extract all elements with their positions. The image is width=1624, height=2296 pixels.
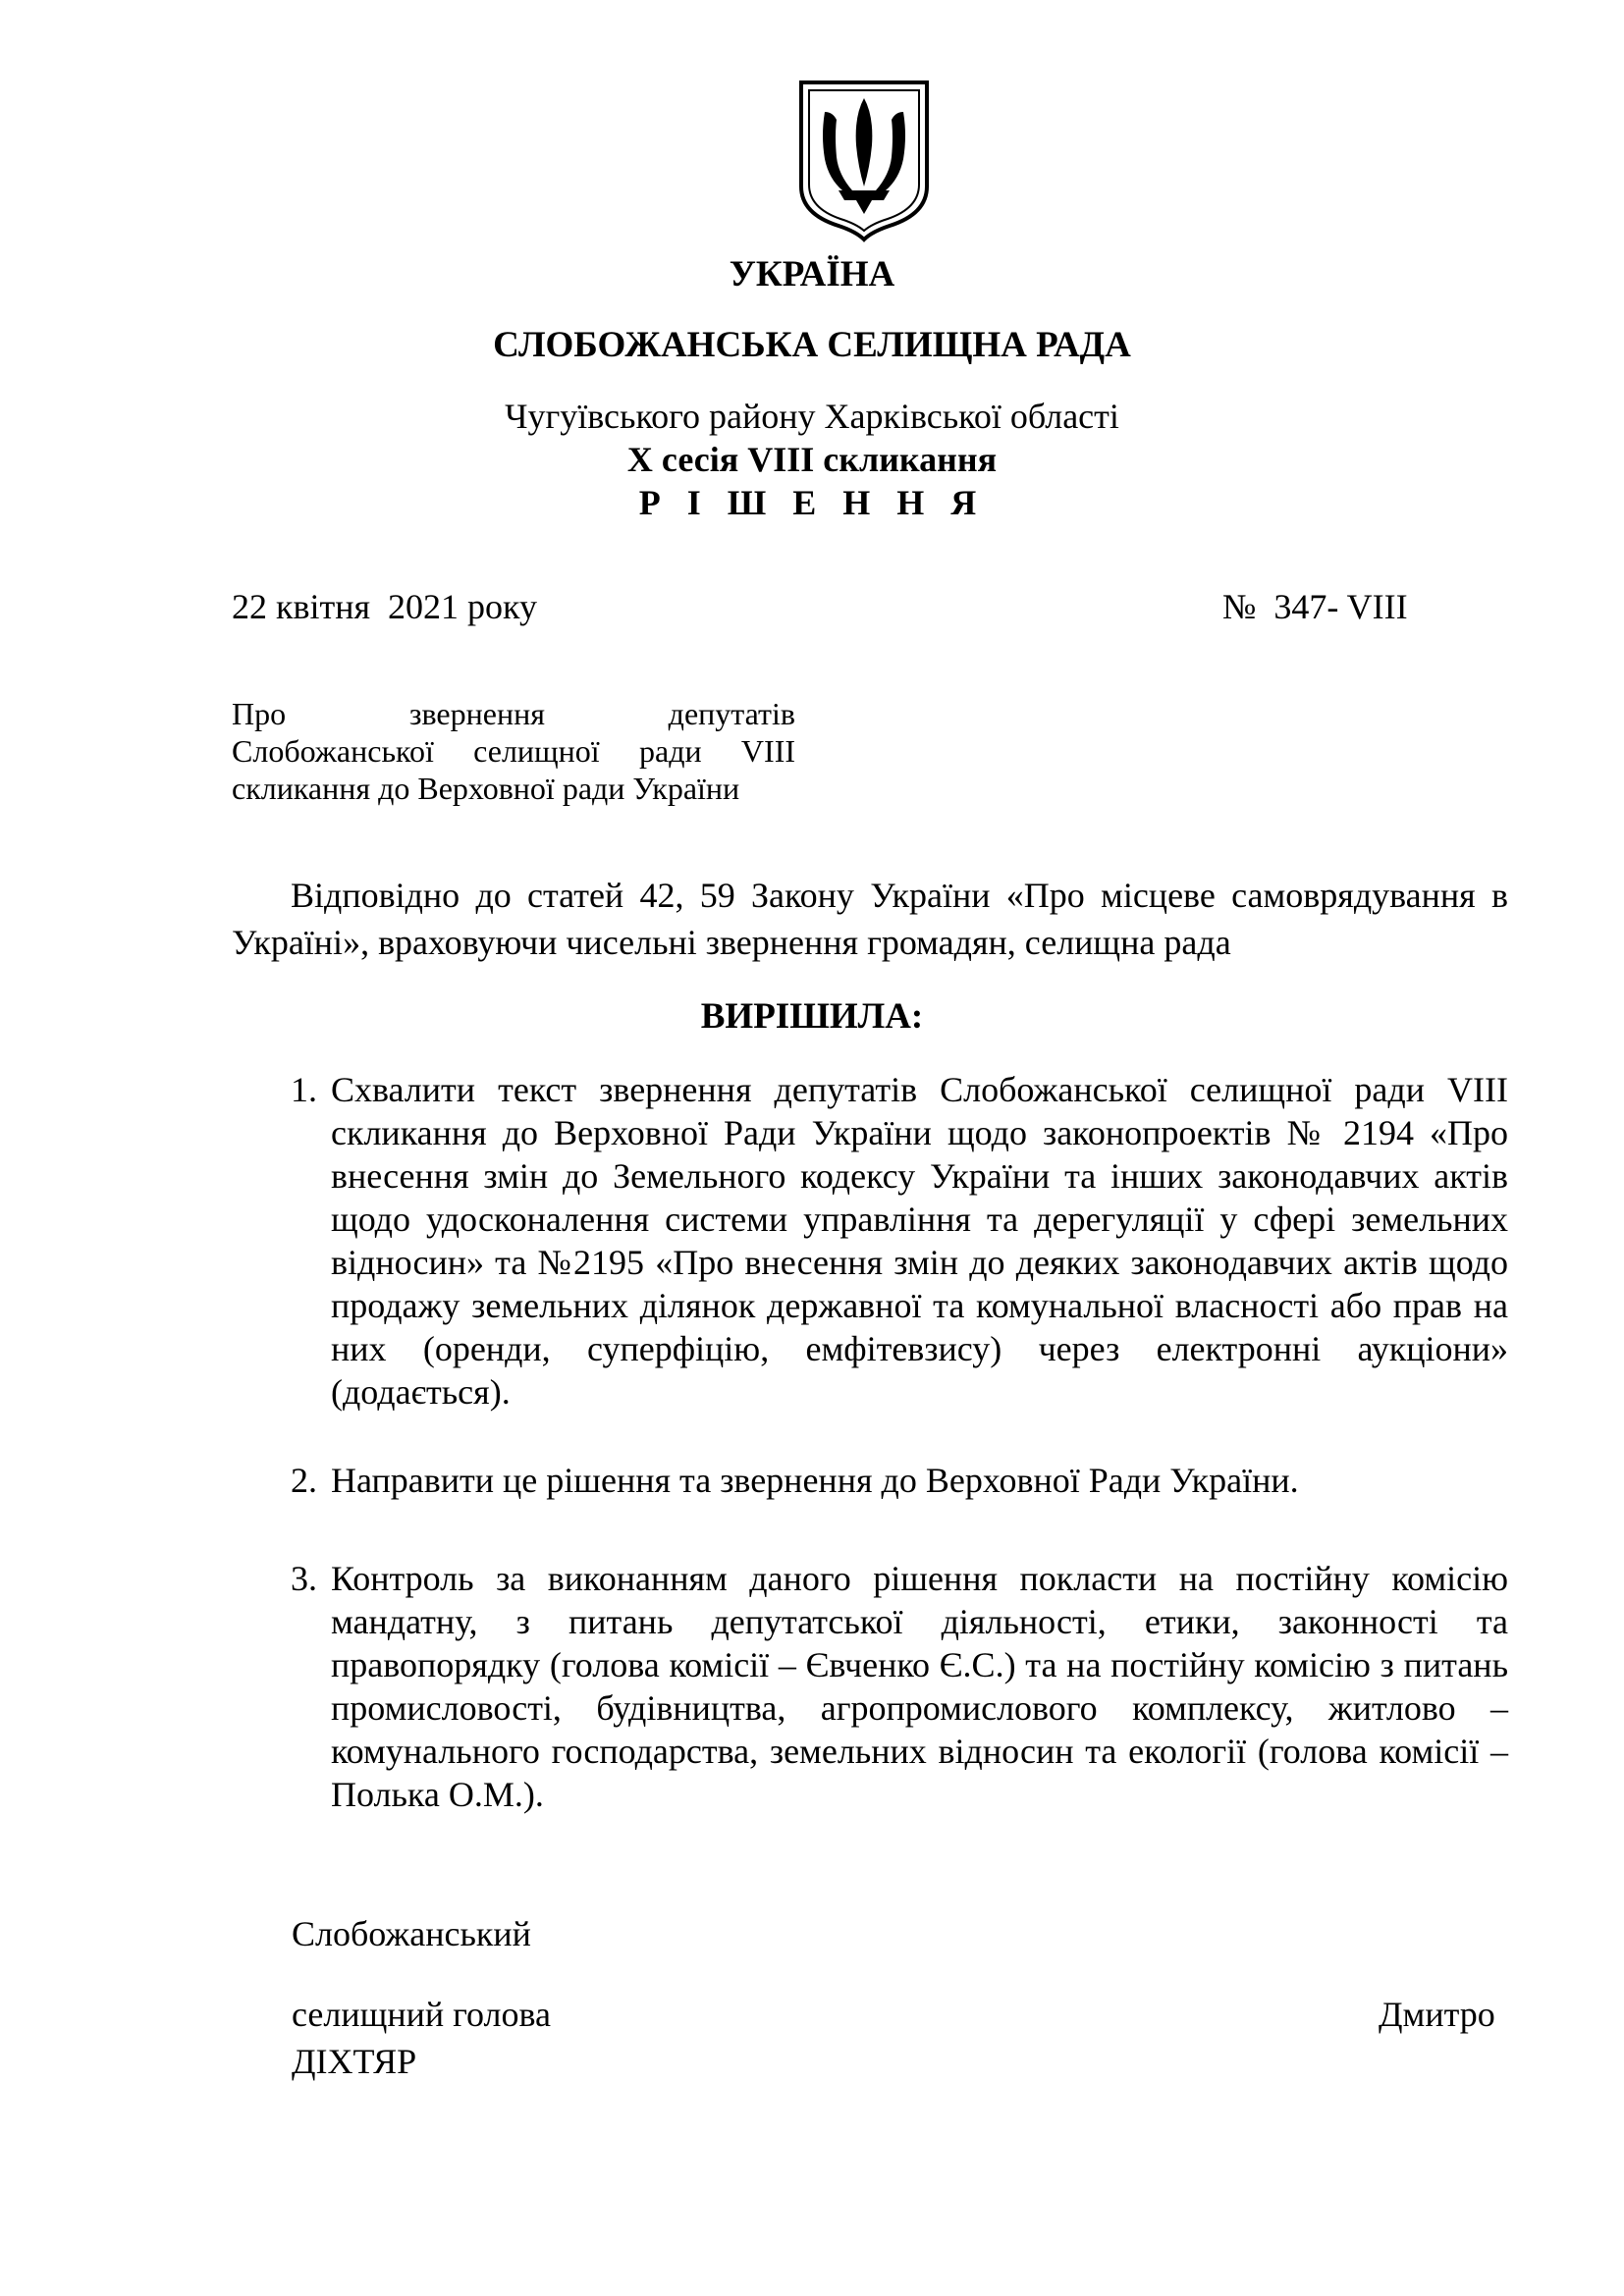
document-type-heading: Р І Ш Е Н Н Я — [638, 483, 986, 522]
signature-last-name: ДІХТЯР — [292, 2042, 417, 2081]
list-item — [291, 1459, 1508, 1502]
council-heading: СЛОБОЖАНСЬКА СЕЛИЩНА РАДА — [493, 325, 1131, 365]
decision-number: № 347- VIII — [1222, 587, 1408, 626]
list-item — [291, 1068, 1508, 1414]
subject-line: скликання до Верховної ради України — [232, 771, 740, 806]
list-item-text: Схвалити текст звернення депутатів Слобожанської селищної ради VIII скликання до Верховної Ради України щодо законопроектів № 2194 «Про внесення змін до Земельного кодексу України та інших законодавчих актів щодо удосконалення системи управління та дерегуляції у сфері земельних відносин» та №2195 «Про внесення змін до деяких законодавчих актів щодо продажу земельних ділянок державної та комунальної власності або прав на них (оренди, суперфіцію, емфітевзису) через електронні аукціони» (додається). — [331, 1070, 1508, 1412]
district-line: Чугуївського району Харківської області — [505, 397, 1119, 436]
session-line: X сесія VIII скликання — [626, 440, 998, 479]
list-item-text: Контроль за виконанням даного рішення покласти на постійну комісію мандатну, з питань депутатської діяльності, етики, законності та правопорядку (голова комісії – Євченко Є.С.) та на постійну комісію з питань промисловості, будівництва, агропромислового комплексу, житлово – комунального господарства, земельних відносин та екології (голова комісії – Полька О.М.). — [331, 1559, 1508, 1814]
list-item-number: 3. — [291, 1559, 317, 1598]
signature-first-name: Дмитро — [1379, 1995, 1495, 2034]
country-heading: УКРАЇНА — [729, 254, 895, 294]
signature-title-line: Слобожанський — [292, 1914, 531, 1953]
list-item-number: 2. — [291, 1461, 317, 1500]
subject-line: Про звернення депутатів — [232, 696, 795, 731]
list-item-text: Направити це рішення та звернення до Верховної Ради України. — [331, 1461, 1299, 1500]
resolved-heading: ВИРІШИЛА: — [700, 996, 924, 1037]
decision-subject — [232, 695, 795, 807]
list-item-number: 1. — [291, 1070, 317, 1109]
decision-date: 22 квітня 2021 року — [232, 587, 538, 626]
trident-coat-of-arms-icon — [795, 77, 933, 243]
preamble-paragraph: Відповідно до статей 42, 59 Закону України «Про місцеве самоврядування в Україні», враховуючи чисельні звернення громадян, селищна рада — [232, 876, 1508, 962]
subject-line: Слобожанської селищної ради VIII — [232, 733, 795, 769]
signature-title-line: селищний голова — [292, 1995, 552, 2034]
list-item — [291, 1557, 1508, 1816]
